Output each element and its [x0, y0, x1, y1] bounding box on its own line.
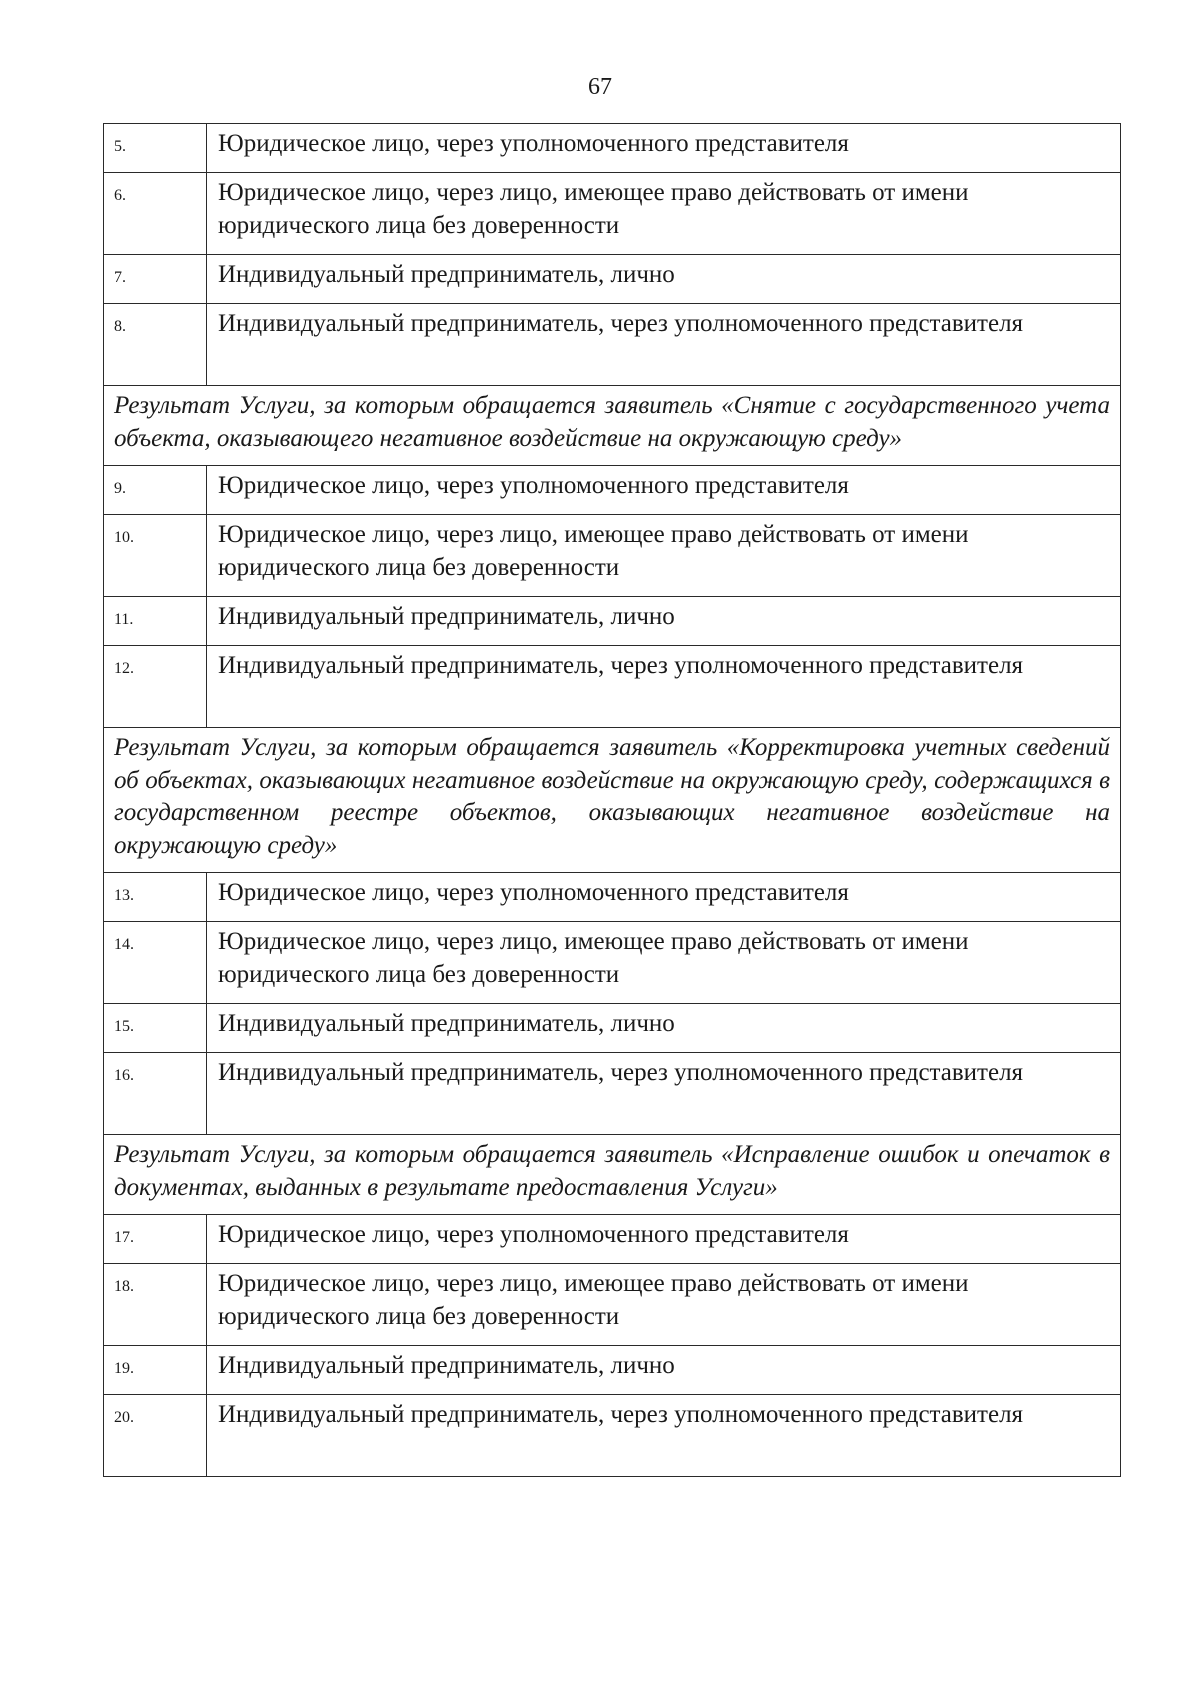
table-row [104, 466, 1121, 515]
row-number: 19. [114, 1360, 134, 1377]
row-number-cell [104, 1053, 207, 1135]
row-number-cell [104, 304, 207, 386]
table-row [104, 922, 1121, 1004]
row-number: 5. [114, 138, 126, 155]
applicant-description: Индивидуальный предприниматель, лично [207, 255, 1121, 304]
table-row [104, 1346, 1121, 1395]
row-number-cell [104, 1264, 207, 1346]
applicant-description: Юридическое лицо, через лицо, имеющее право действовать от имени юридического лица без доверенности [207, 515, 1121, 597]
table-row [104, 515, 1121, 597]
section-heading: Результат Услуги, за которым обращается заявитель «Корректировка учетных сведений об объектах, оказывающих негативное воздействие на окружающую среду, содержащихся в государственном реестре объектов, оказывающих негативное воздействие на окружающую среду» [104, 728, 1121, 873]
applicant-description: Индивидуальный предприниматель, через уполномоченного представителя [207, 1053, 1121, 1135]
section-row [104, 1135, 1121, 1215]
row-number-cell [104, 873, 207, 922]
applicant-description: Юридическое лицо, через уполномоченного представителя [207, 466, 1121, 515]
applicant-description: Индивидуальный предприниматель, через уполномоченного представителя [207, 646, 1121, 728]
row-number-cell [104, 255, 207, 304]
row-number-cell [104, 646, 207, 728]
row-number-cell [104, 1395, 207, 1477]
page-number: 67 [588, 74, 612, 100]
table-body [104, 124, 1121, 1477]
row-number: 9. [114, 480, 126, 497]
applicant-description: Юридическое лицо, через уполномоченного представителя [207, 1215, 1121, 1264]
applicant-description: Индивидуальный предприниматель, через уполномоченного представителя [207, 304, 1121, 386]
table-row [104, 873, 1121, 922]
table-row [104, 1215, 1121, 1264]
row-number: 13. [114, 887, 134, 904]
table-row [104, 1395, 1121, 1477]
row-number: 12. [114, 660, 134, 677]
row-number: 11. [114, 611, 134, 628]
row-number-cell [104, 1004, 207, 1053]
section-heading: Результат Услуги, за которым обращается заявитель «Снятие с государственного учета объекта, оказывающего негативное воздействие на окружающую среду» [104, 386, 1121, 466]
table-row [104, 1053, 1121, 1135]
section-heading: Результат Услуги, за которым обращается заявитель «Исправление ошибок и опечаток в документах, выданных в результате предоставления Услуги» [104, 1135, 1121, 1215]
section-row [104, 728, 1121, 873]
table-row [104, 1004, 1121, 1053]
row-number: 18. [114, 1278, 134, 1295]
row-number: 6. [114, 187, 126, 204]
row-number-cell [104, 124, 207, 173]
applicant-description: Юридическое лицо, через лицо, имеющее право действовать от имени юридического лица без доверенности [207, 922, 1121, 1004]
row-number: 17. [114, 1229, 134, 1246]
applicant-description: Индивидуальный предприниматель, лично [207, 1346, 1121, 1395]
table-row [104, 124, 1121, 173]
applicant-table [103, 123, 1121, 1477]
applicant-description: Индивидуальный предприниматель, через уполномоченного представителя [207, 1395, 1121, 1477]
row-number-cell [104, 515, 207, 597]
applicant-description: Индивидуальный предприниматель, лично [207, 1004, 1121, 1053]
applicant-description: Юридическое лицо, через лицо, имеющее право действовать от имени юридического лица без доверенности [207, 1264, 1121, 1346]
row-number-cell [104, 597, 207, 646]
row-number: 20. [114, 1409, 134, 1426]
table-row [104, 646, 1121, 728]
section-row [104, 386, 1121, 466]
row-number-cell [104, 173, 207, 255]
table-row [104, 1264, 1121, 1346]
row-number: 15. [114, 1018, 134, 1035]
row-number: 14. [114, 936, 134, 953]
row-number-cell [104, 1215, 207, 1264]
applicant-description: Индивидуальный предприниматель, лично [207, 597, 1121, 646]
row-number: 8. [114, 318, 126, 335]
applicant-description: Юридическое лицо, через уполномоченного представителя [207, 124, 1121, 173]
table-row [104, 173, 1121, 255]
applicant-description: Юридическое лицо, через уполномоченного представителя [207, 873, 1121, 922]
row-number-cell [104, 466, 207, 515]
applicant-description: Юридическое лицо, через лицо, имеющее право действовать от имени юридического лица без доверенности [207, 173, 1121, 255]
row-number: 16. [114, 1067, 134, 1084]
row-number-cell [104, 922, 207, 1004]
table-row [104, 597, 1121, 646]
row-number-cell [104, 1346, 207, 1395]
row-number: 7. [114, 269, 126, 286]
table-row [104, 255, 1121, 304]
table-row [104, 304, 1121, 386]
row-number: 10. [114, 529, 134, 546]
